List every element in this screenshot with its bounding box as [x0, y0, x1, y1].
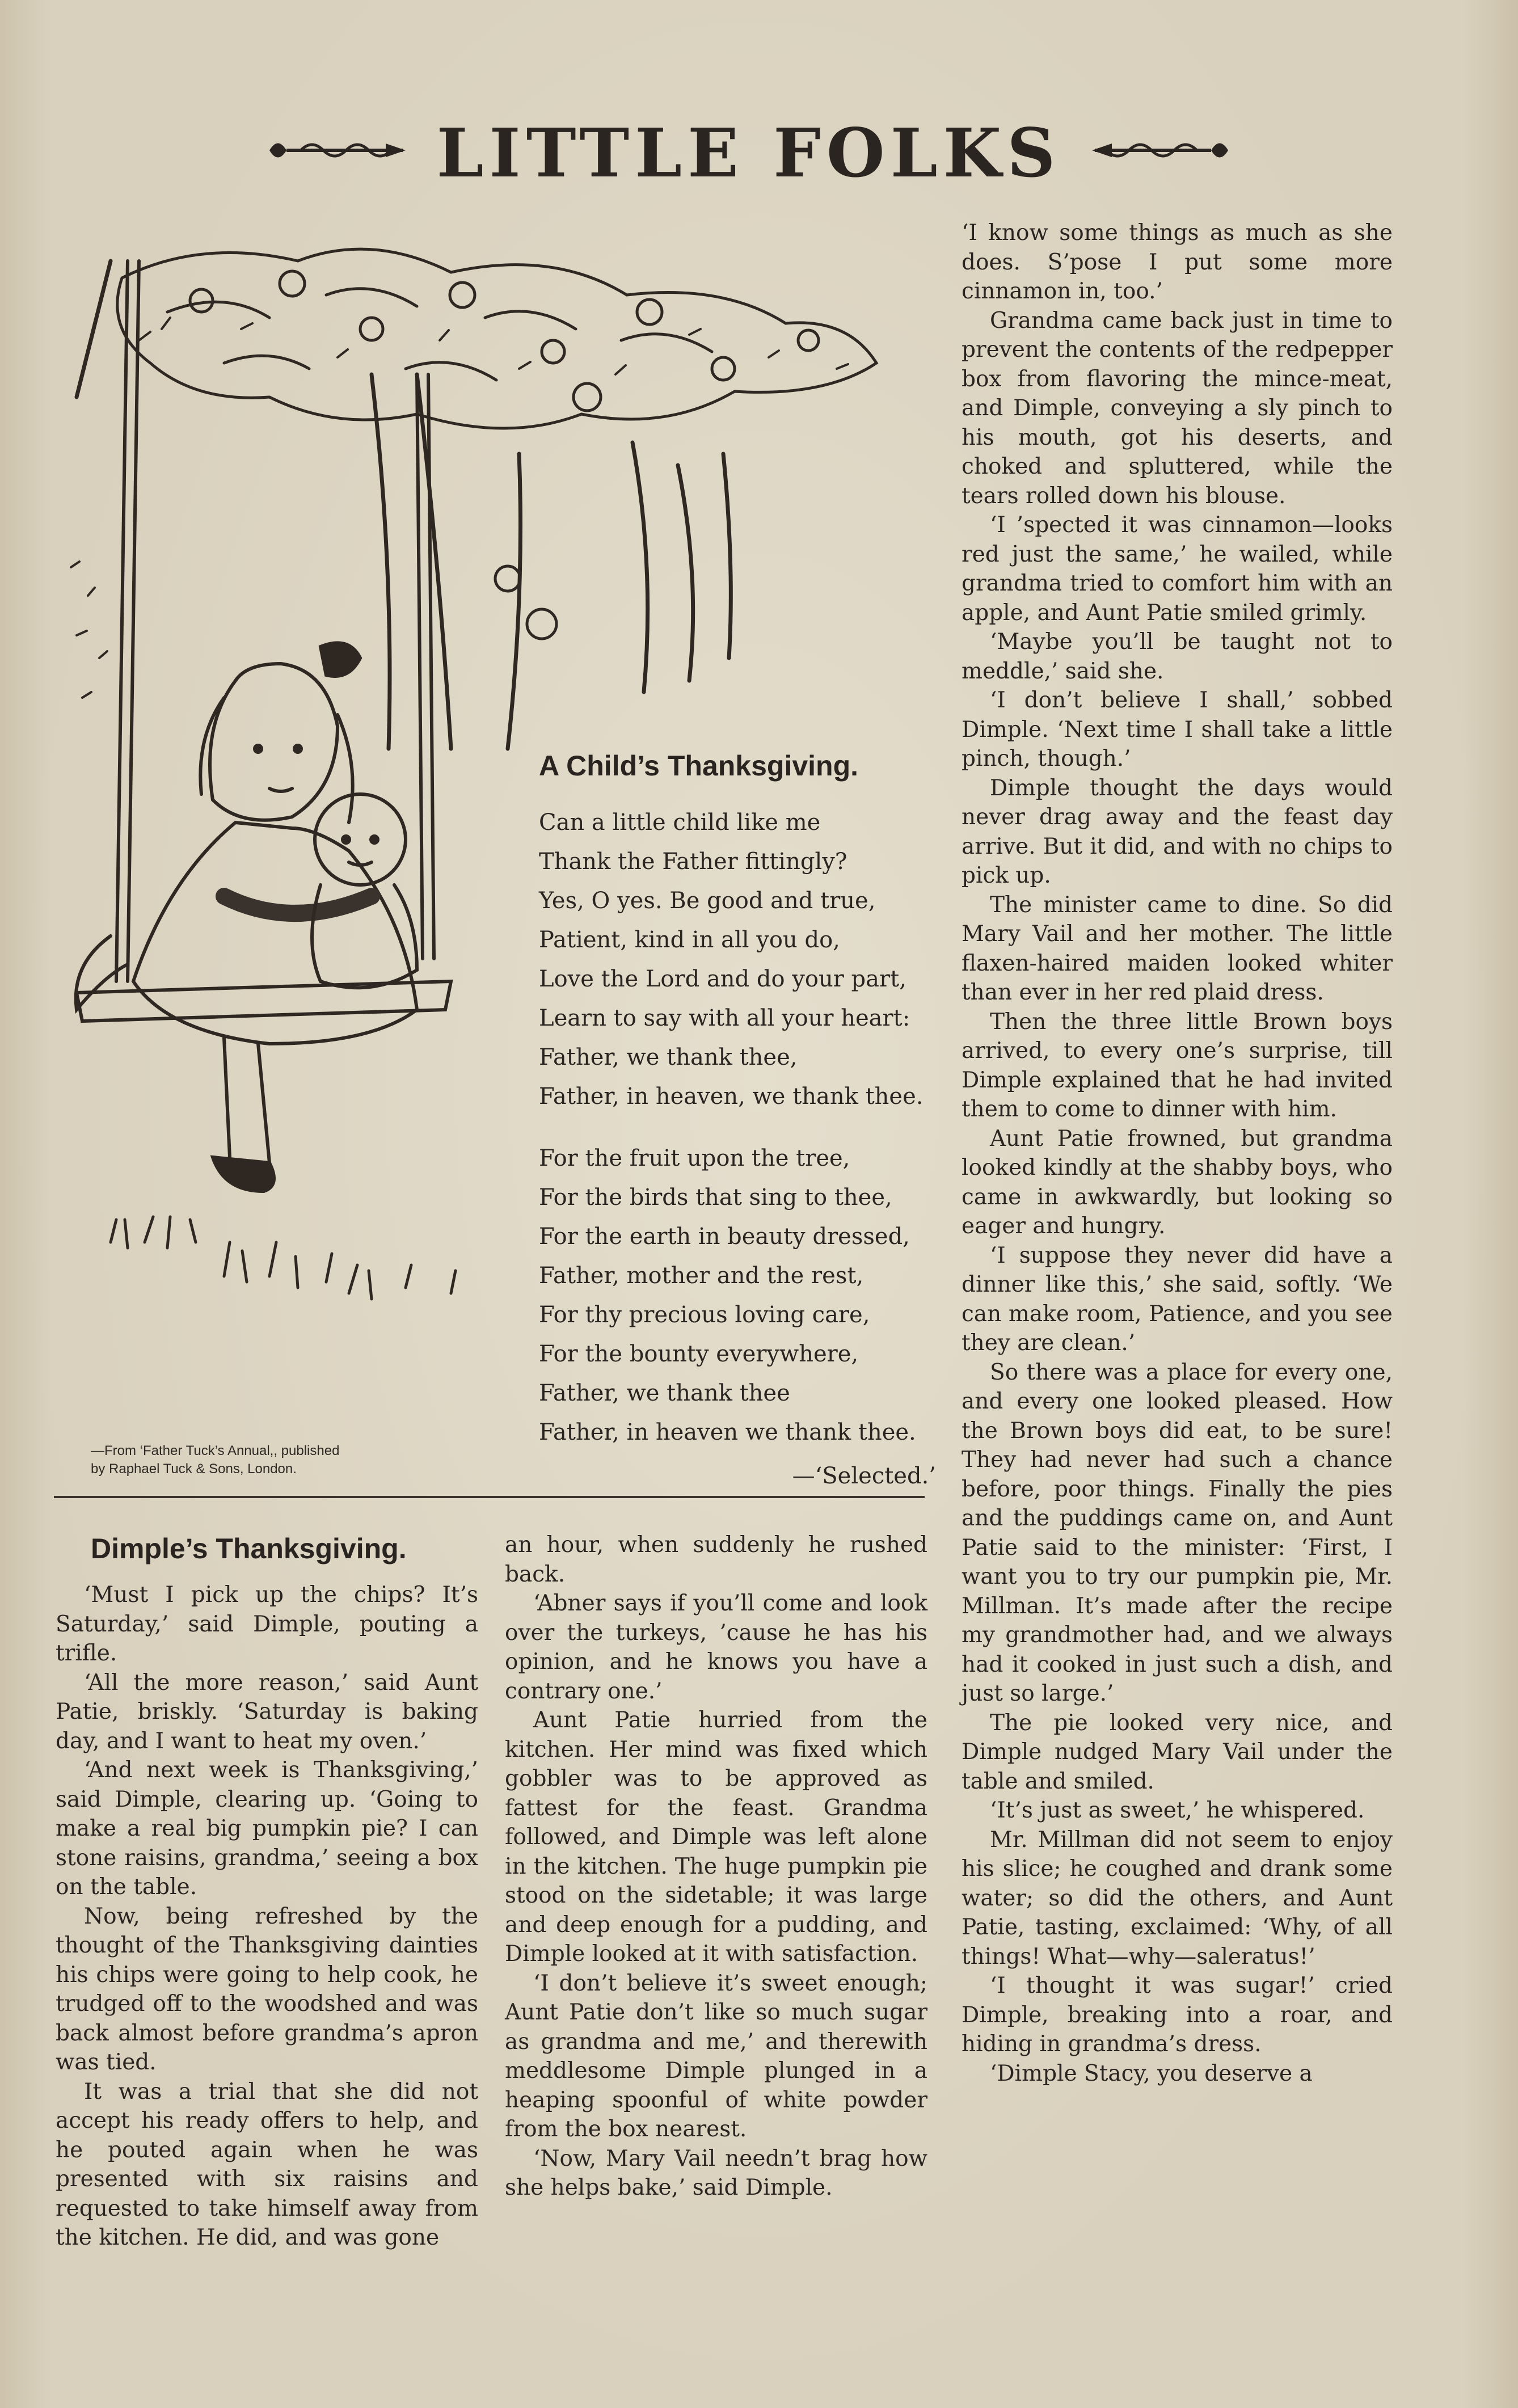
poem-line: Learn to say with all your heart: [539, 1005, 910, 1031]
poem-attribution: —‘Selected.’ [792, 1463, 936, 1489]
poem-line: Can a little child like me [539, 809, 821, 836]
story-column-1 [56, 1580, 478, 2253]
story-paragraph: Aunt Patie hurried from the kitchen. Her mind was fixed which gobbler was to be approved as fattest for the feast. Grandma followed, and Dimple was left alone in the kitchen. The huge pumpkin pie stood on the sidetable; it was large and deep enough for a pudding, and Dimple looked at it with satisfaction. [505, 1707, 927, 1967]
poem-line: For the bounty everywhere, [539, 1341, 859, 1367]
left-ornament-icon [267, 133, 408, 167]
story-paragraph: ‘Abner says if you’ll come and look over the turkeys, ’cause he has his opinion, and he knows you have a contrary one.’ [505, 1591, 927, 1704]
credit-line: by Raphael Tuck & Sons, London. [91, 1461, 297, 1477]
right-ornament-icon [1089, 133, 1231, 167]
poem-stanza [539, 1139, 936, 1452]
story-column-2 [505, 1530, 927, 2203]
story-paragraph: ‘And next week is Thanksgiving,’ said Dimple, clearing up. ‘Going to make a real big pumpkin pie? I can stone raisins, grandma,’ seeing a box on the table. [56, 1757, 478, 1900]
poem-line: Father, in heaven we thank thee. [539, 1419, 916, 1445]
story-column-3 [962, 218, 1393, 2088]
illustration-credit [91, 1442, 488, 1478]
poem-stanza [539, 803, 936, 1116]
story-paragraph: ‘I don’t believe I shall,’ sobbed Dimple. ‘Next time I shall take a little pinch, though.’ [962, 688, 1393, 771]
poem-line: Yes, O yes. Be good and true, [539, 888, 876, 914]
poem-line: For the earth in beauty dressed, [539, 1224, 910, 1250]
story-paragraph: ‘All the more reason,’ said Aunt Patie, briskly. ‘Saturday is baking day, and I want to heat my oven.’ [56, 1669, 478, 1754]
story-paragraph: ‘I thought it was sugar!’ cried Dimple, breaking into a roar, and hiding in grandma’s dress. [962, 1973, 1393, 2057]
masthead [267, 111, 1231, 196]
poem-title: A Child’s Thanksgiving. [539, 750, 859, 782]
story-paragraph: ‘Dimple Stacy, you deserve a [990, 2060, 1313, 2086]
poem-line: For the birds that sing to thee, [539, 1184, 892, 1211]
story-paragraph: It was a trial that she did not accept his ready offers to help, and he pouted again when he was presented with six raisins and requested to take himself away from the kitchen. He did, and was gone [56, 2078, 478, 2250]
poem-line: Patient, kind in all you do, [539, 927, 840, 953]
story-paragraph: ‘I ’spected it was cinnamon—looks red just the same,’ he wailed, while grandma tried to comfort him with an apple, and Aunt Patie smiled grimly. [962, 512, 1393, 626]
poem-line: For thy precious loving care, [539, 1302, 870, 1328]
story-paragraph: ‘I suppose they never did have a dinner like this,’ she said, softly. ‘We can make room, Patience, and you see they are clean.’ [962, 1242, 1393, 1356]
story-paragraph: Mr. Millman did not seem to enjoy his slice; he coughed and drank some water; so did the others, and Aunt Patie, tasting, exclaimed: ‘Why, of all things! What—why—saleratus!’ [962, 1827, 1393, 1970]
story-paragraph: Then the three little Brown boys arrived, to every one’s surprise, till Dimple explained that he had invited them to come to dinner with him. [962, 1009, 1393, 1122]
story-paragraph: ‘I know some things as much as she does. S’pose I put some more cinnamon in, too.’ [962, 220, 1393, 304]
story-paragraph: ‘I don’t believe it’s sweet enough; Aunt Patie don’t like so much sugar as grandma and me,’ and therewith meddlesome Dimple plunged in a heaping spoonful of white powder from the box nearest. [505, 1970, 927, 2142]
story-title: Dimple’s Thanksgiving. [91, 1533, 407, 1564]
story-paragraph: Grandma came back just in time to prevent the contents of the redpepper box from flavoring the mince-meat, and Dimple, conveying a sly pinch to his mouth, got his deserts, and choked and spluttered, while the tears rolled down his blouse. [962, 307, 1393, 509]
poem-line: Love the Lord and do your part, [539, 966, 906, 992]
story-paragraph: ‘Now, Mary Vail needn’t brag how she helps bake,’ said Dimple. [505, 2145, 927, 2200]
story-paragraph: So there was a place for every one, and every one looked pleased. How the Brown boys did eat, to be sure! They had never had such a chance before, poor things. Finally the pies and the puddings came on, and Aunt Patie said to the minister: ‘First, I want you to try our pumpkin pie, Mr. Millman. It’s made after the recipe my grandmother had, and we always had it cooked in just such a dish, and just so large.’ [962, 1359, 1393, 1706]
poem-line: Father, in heaven, we thank thee. [539, 1083, 924, 1110]
poem [539, 749, 936, 1493]
story-paragraph: ‘Maybe you’ll be taught not to meddle,’ said she. [962, 629, 1393, 684]
masthead-title: LITTLE FOLKS [436, 113, 1061, 192]
poem-line: For the fruit upon the tree, [539, 1145, 850, 1171]
story-paragraph: an hour, when suddenly he rushed back. [505, 1532, 927, 1587]
story-paragraph: Now, being refreshed by the thought of the Thanksgiving dainties his chips were going to help cook, he trudged off to the woodshed and was back almost before grandma’s apron was tied. [56, 1903, 478, 2075]
story-paragraph: Dimple thought the days would never drag away and the feast day arrive. But it did, and with no chips to pick up. [962, 775, 1393, 888]
poem-line: Father, we thank thee [539, 1380, 790, 1406]
story-paragraph: ‘Must I pick up the chips? It’s Saturday,’ said Dimple, pouting a trifle. [56, 1582, 478, 1666]
credit-line: —From ‘Father Tuck’s Annual,, published [91, 1443, 340, 1458]
story-paragraph: The minister came to dine. So did Mary Vail and her mother. The little flaxen-haired maiden looked whiter than ever in her red plaid dress. [962, 892, 1393, 1005]
story-paragraph: ‘It’s just as sweet,’ he whispered. [990, 1798, 1365, 1823]
story-paragraph: The pie looked very nice, and Dimple nudged Mary Vail under the table and smiled. [962, 1710, 1393, 1794]
story-paragraph: Aunt Patie frowned, but grandma looked kindly at the shabby boys, who came in awkwardly, but looking so eager and hungry. [962, 1125, 1393, 1239]
poem-line: Father, mother and the rest, [539, 1263, 864, 1289]
section-divider [54, 1496, 925, 1498]
poem-line: Father, we thank thee, [539, 1044, 798, 1070]
poem-line: Thank the Father fittingly? [539, 849, 847, 875]
